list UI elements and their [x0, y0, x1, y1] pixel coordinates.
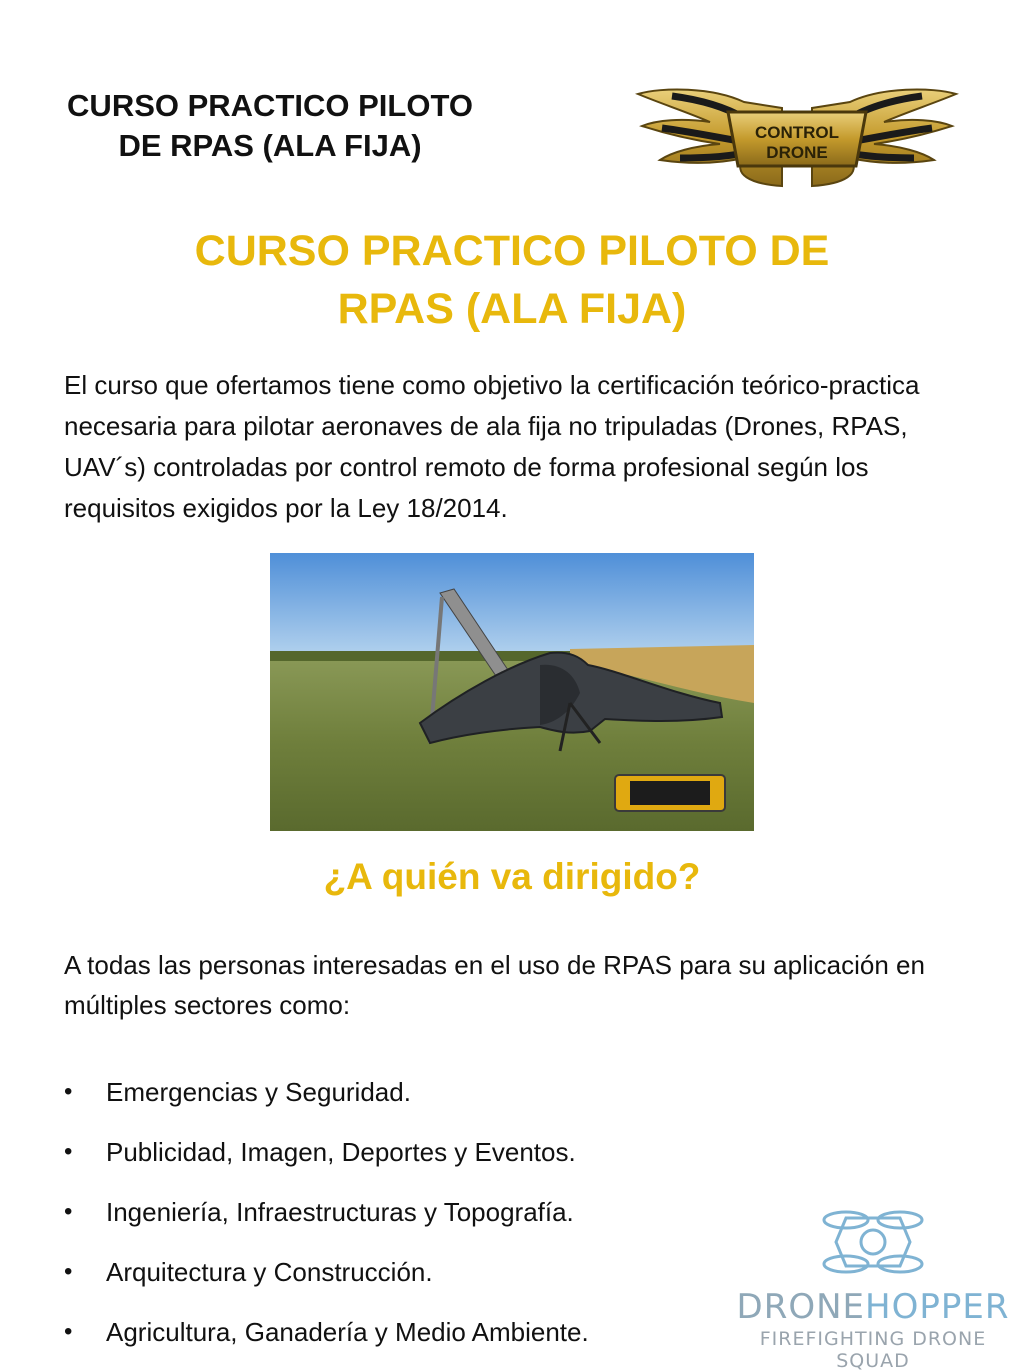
brand-tagline: FIREFIGHTING DRONE SQUAD	[759, 1328, 987, 1372]
fixed-wing-drone-photo	[270, 553, 754, 831]
list-item-text: Agricultura, Ganadería y Medio Ambiente.	[106, 1317, 589, 1347]
main-title-line2: RPAS (ALA FIJA)	[337, 285, 687, 333]
list-item	[64, 1310, 589, 1370]
logo-text-line1: CONTROL	[754, 123, 840, 142]
main-title	[0, 222, 1024, 338]
audience-paragraph: A todas las personas interesadas en el uso de RPAS para su aplicación en múltiples sectores como:	[64, 950, 925, 1020]
list-item	[64, 1190, 589, 1250]
list-item-text: Arquitectura y Construcción.	[106, 1257, 433, 1287]
list-item-text: Publicidad, Imagen, Deportes y Eventos.	[106, 1137, 576, 1167]
sectors-list	[64, 1070, 589, 1370]
header-title	[60, 86, 480, 166]
header-title-line1: CURSO PRACTICO PILOTO	[67, 88, 473, 123]
list-item	[64, 1130, 589, 1190]
bullet-icon: •	[64, 1138, 73, 1165]
list-item-text: Emergencias y Seguridad.	[106, 1077, 411, 1107]
bullet-icon: •	[64, 1198, 73, 1225]
list-item-text: Ingeniería, Infraestructuras y Topografía.	[106, 1197, 574, 1227]
header-title-line2: DE RPAS (ALA FIJA)	[118, 128, 422, 163]
brand-name-part1: DRONE	[736, 1287, 866, 1327]
bullet-icon: •	[64, 1258, 73, 1285]
list-item	[64, 1070, 589, 1130]
logo-text-line2: DRONE	[766, 143, 828, 162]
bullet-icon: •	[64, 1078, 73, 1105]
section-subtitle: ¿A quién va dirigido?	[323, 856, 701, 897]
intro-paragraph: El curso que ofertamos tiene como objetivo la certificación teórico-practica necesaria para pilotar aeronaves de ala fija no tripuladas (Drones, RPAS, UAV´s) controladas por control remoto de forma profesional según los requisitos exigidos por la Ley 18/2014.	[64, 370, 920, 523]
brand-name	[726, 1288, 1020, 1326]
control-drone-logo	[632, 82, 962, 190]
list-item	[64, 1250, 589, 1310]
main-title-line1: CURSO PRACTICO PILOTO DE	[194, 227, 830, 275]
brand-name-part2: HOPPER	[865, 1287, 1010, 1327]
bullet-icon: •	[64, 1318, 73, 1345]
